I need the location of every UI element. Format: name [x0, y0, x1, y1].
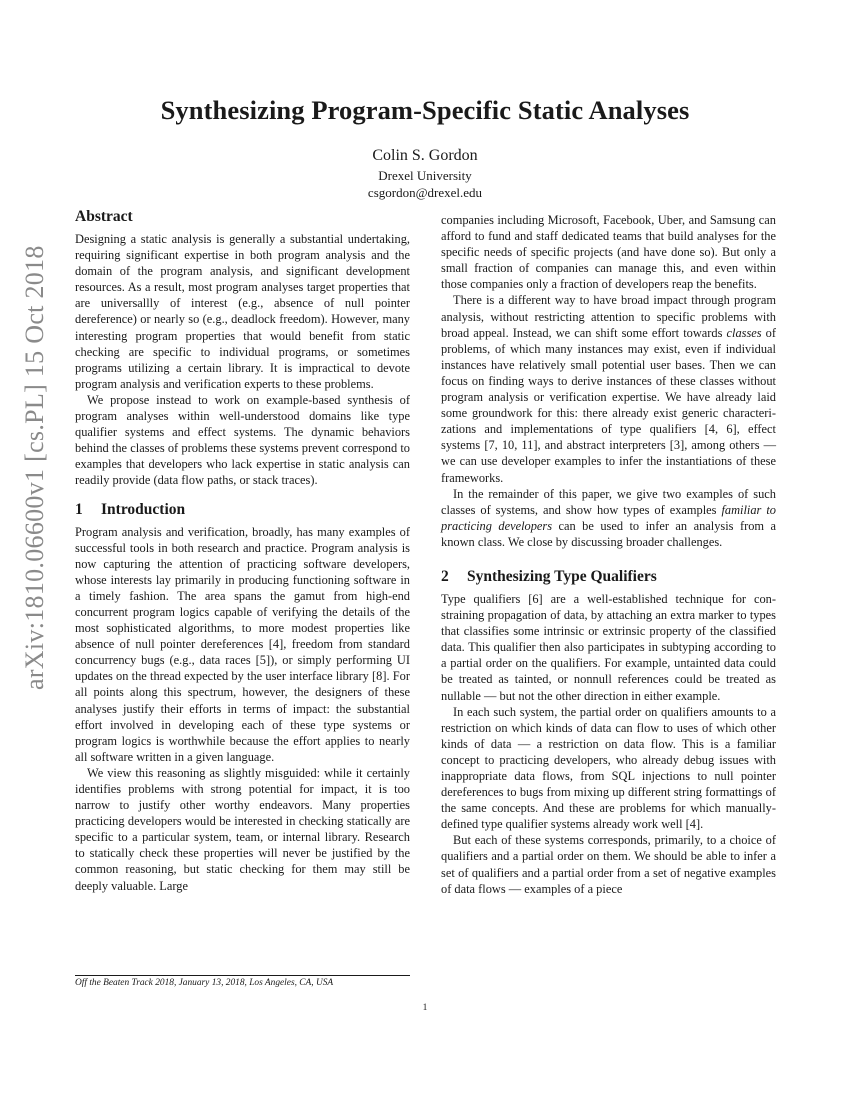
intro-paragraph-5-end: can be used to infer an analysis from a known class. We close by discussing broader challenges. — [441, 518, 776, 549]
qualifiers-paragraph-1: Type qualifiers [6] are a well-established technique for constraining propagation of data, by attaching an extra marker to types that classifies some intrinsic or extrinsic property of the classified data. This qualifier then also participates in subtyping according to a partial order on the qualifiers. For example, untainted data could be treated as tainted, or nonnull references could be treated as nullable — but not the other direction in either example. — [441, 591, 776, 703]
emphasis-classes: classes — [726, 325, 762, 340]
qualifiers-paragraph-2: In each such system, the partial order on qualifiers amounts to a restriction on which kinds of data can flow to uses of which other kinds of data — a restriction on data flow. This is a familiar concept to practicing developers, who already debug issues with inappropriate data flows, from SQL injections to null pointer dereferences to bugs from mixing up different string formattings of the same concepts. And these are problems for which manually-defined type qualifier systems already work well [4]. — [441, 704, 776, 832]
intro-paragraph-4-end: of problems, of which many instances may exist, even if individual instances have relatively small potential user bases. Then we can focus on finding ways to derive instances of these classes without program analysis or verification expertise. We have already laid some groundwork for this: there already exist generic characterizations and implementations of type qualifiers [4, 6], effect systems [7, 10, 11], and abstract interpreters [3], among others — we can use developer examples to infer the instantiations of these frameworks. — [441, 325, 777, 485]
left-column — [75, 207, 410, 894]
author-email[interactable]: csgordon@drexel.edu — [367, 185, 483, 200]
paper-title: Synthesizing Program-Specific Static Analyses — [160, 95, 690, 125]
author-name: Colin S. Gordon — [372, 147, 478, 164]
intro-paragraph-2: We view this reasoning as slightly misguided: while it certainly identifies problems with strong potential for impact, it is too narrow to justify other worthy endeavors. Many properties practicing developers would be interested in checking statically are specific to a particular system, team, or internal library. Research to statically check these properties will never be justified by the common reasoning, but static checking for them may still be deeply valuable. Large — [75, 765, 410, 893]
intro-paragraph-5-start: In the remainder of this paper, we give two examples of such classes of systems, and show how types of examples — [441, 486, 776, 517]
footnote-venue: Off the Beaten Track 2018, January 13, 2018, Los Angeles, CA, USA — [75, 978, 334, 988]
page-number: 1 — [422, 1003, 428, 1013]
footnote-rule — [75, 975, 410, 976]
qualifiers-paragraph-3: But each of these systems corresponds, primarily, to a choice of qualifiers and a partial order on them. We should be able to infer a set of qualifiers and a partial order from a set of negative examples of data flows — examples of a piece — [441, 833, 776, 896]
intro-paragraph-4-start: There is a different way to have broad impact through program analysis, without restricting attention to specific problems with broad appeal. Instead, we can shift some effort towards — [441, 293, 776, 340]
section-2-title: Synthesizing Type Qualifiers — [467, 567, 657, 585]
abstract-paragraph-2: We propose instead to work on example-based synthesis of program analyses within well-understood domains like type qualifier systems and effect systems. The dynamic behaviors behind the classes of problems these systems prevent correspond to examples that developers who lack expertise in static analysis can readily provide (data flow paths, or stack traces). — [75, 392, 410, 488]
intro-paragraph-1: Program analysis and verification, broadly, has many examples of successful tools in both research and practice. Program analysis is now capturing the attention of practicing software developers, whose interests lay primarily in producing functioning software in a timely fashion. The area spans the gamut from high-end concurrent program logics capable of verifying the details of the most sophisticated algorithms, to more modest properties like absence of null pointer dereferences [4], freedom from standard concurrency bugs (e.g., data races [5]), or simply performing UI updates on the thread expected by the user interface library [8]. For all points along this spectrum, however, the designers of these analyses justify their efforts in terms of impact: the substantial effort involved in developing each of these type systems or program logics is worthwhile because the effort applies to nearly all software written in a given language. — [75, 524, 410, 764]
section-1-title: Introduction — [101, 500, 186, 518]
emphasis-familiar: familiar to practicing developers — [441, 502, 776, 533]
section-1-heading — [75, 500, 410, 520]
right-column — [441, 212, 776, 897]
intro-paragraph-3: companies including Microsoft, Facebook, Uber, and Samsung can afford to fund and staff dedicated teams that build analyses for the specific needs of specific projects (and have done so). But only a small fraction of companies can manage this, and even within those companies only a fraction of developers reap the benefits. — [441, 213, 776, 292]
intro-paragraph-5 — [441, 486, 776, 550]
section-2-heading — [441, 567, 776, 587]
author-affiliation: Drexel University — [378, 168, 472, 183]
arxiv-identifier: arXiv:1810.06600v1 [cs.PL] 15 Oct 2018 — [20, 245, 49, 690]
intro-paragraph-4 — [441, 292, 776, 485]
section-1-number: 1 — [75, 500, 83, 518]
abstract-heading: Abstract — [75, 208, 133, 225]
section-2-number: 2 — [441, 567, 449, 585]
abstract-paragraph-1: Designing a static analysis is generally a substantial undertaking, requiring significant expertise in both program analysis and the domain of the program analysis, and significant development resources. As a result, most program analyses target properties that are universallly of interest (e.g., absence of null pointer dereference) or nearly so (e.g., deadlock freedom). However, many interesting program properties that would benefit from static checking are specific to individual programs, or sometimes programs utilizing a certain library. It is impractical to devote program analysis and verification experts to these problems. — [75, 232, 410, 391]
